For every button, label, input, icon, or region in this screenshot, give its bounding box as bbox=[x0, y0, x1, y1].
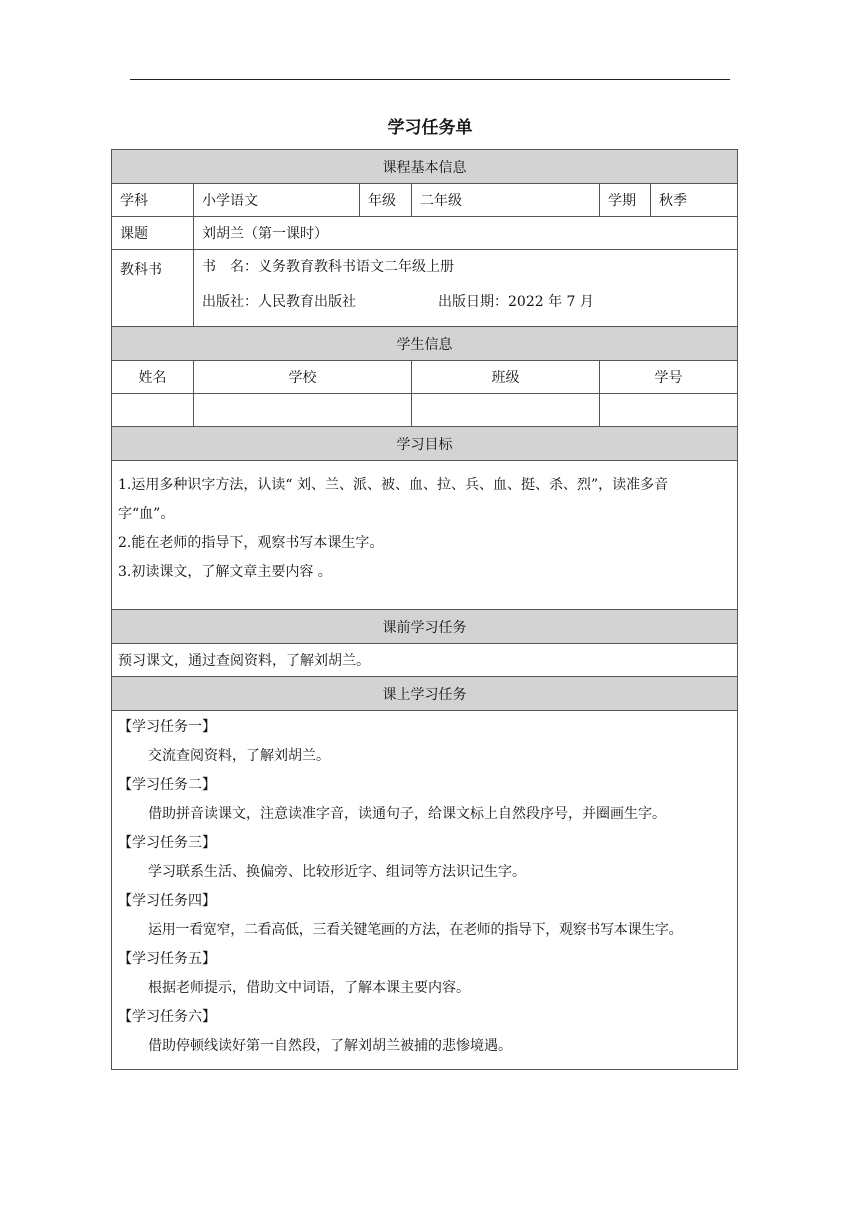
task-title: 【学习任务四】 bbox=[118, 893, 216, 909]
goal-item: 3.初读课文，了解文章主要内容 。 bbox=[118, 564, 332, 580]
task-title: 【学习任务二】 bbox=[118, 777, 216, 793]
in-class-tasks bbox=[112, 711, 738, 1070]
pre-class-task: 预习课文，通过查阅资料，了解刘胡兰。 bbox=[112, 644, 738, 677]
column-school: 学校 bbox=[194, 361, 412, 394]
publisher: 出版社：人民教育出版社 bbox=[202, 294, 356, 310]
task-body: 借助拼音读课文，注意读准字音，读通句子，给课文标上自然段序号，并圈画生字。 bbox=[148, 806, 666, 822]
task-table bbox=[111, 149, 738, 1070]
task-title: 【学习任务五】 bbox=[118, 951, 216, 967]
task-title: 【学习任务六】 bbox=[118, 1009, 216, 1025]
textbook-label: 教科书 bbox=[112, 250, 194, 327]
task-body: 借助停顿线读好第一自然段，了解刘胡兰被捕的悲惨境遇。 bbox=[148, 1038, 512, 1054]
task-body: 交流查阅资料，了解刘胡兰。 bbox=[148, 748, 330, 764]
section-pre-class-tasks: 课前学习任务 bbox=[112, 610, 738, 644]
textbook-info bbox=[194, 250, 738, 327]
publisher-line bbox=[202, 294, 729, 311]
task-body: 运用一看宽窄，二看高低，三看关键笔画的方法，在老师的指导下，观察书写本课生字。 bbox=[148, 922, 683, 938]
section-in-class-tasks: 课上学习任务 bbox=[112, 677, 738, 711]
learning-goals bbox=[112, 461, 738, 610]
topic-label: 课题 bbox=[112, 217, 194, 250]
task-title: 【学习任务三】 bbox=[118, 835, 216, 851]
task-body: 学习联系生活、换偏旁、比较形近字、组词等方法识记生字。 bbox=[148, 864, 526, 880]
goal-item: 字“血”。 bbox=[118, 506, 175, 522]
task-sheet bbox=[111, 149, 737, 1070]
task-body: 根据老师提示，借助文中词语，了解本课主要内容。 bbox=[148, 980, 470, 996]
school-field[interactable] bbox=[194, 394, 412, 427]
column-student-id: 学号 bbox=[600, 361, 738, 394]
task-title: 【学习任务一】 bbox=[118, 719, 216, 735]
name-field[interactable] bbox=[112, 394, 194, 427]
section-student-info: 学生信息 bbox=[112, 327, 738, 361]
subject-label: 学科 bbox=[112, 184, 194, 217]
term-label: 学期 bbox=[600, 184, 651, 217]
topic-value: 刘胡兰（第一课时） bbox=[194, 217, 738, 250]
column-name: 姓名 bbox=[112, 361, 194, 394]
student-id-field[interactable] bbox=[600, 394, 738, 427]
document-title: 学习任务单 bbox=[387, 118, 473, 138]
term-value: 秋季 bbox=[651, 184, 738, 217]
goal-item: 2.能在老师的指导下，观察书写本课生字。 bbox=[118, 535, 384, 551]
book-name: 书 名：义务教育教科书语文二年级上册 bbox=[202, 259, 454, 275]
section-learning-goals: 学习目标 bbox=[112, 427, 738, 461]
publish-date: 出版日期：2022 年 7 月 bbox=[438, 294, 594, 310]
header-rule bbox=[130, 79, 730, 80]
section-course-info: 课程基本信息 bbox=[112, 150, 738, 184]
grade-label: 年级 bbox=[360, 184, 412, 217]
class-field[interactable] bbox=[412, 394, 600, 427]
column-class: 班级 bbox=[412, 361, 600, 394]
subject-value: 小学语文 bbox=[194, 184, 360, 217]
goal-item: 1.运用多种识字方法，认读“ 刘、兰、派、被、血、拉、兵、血、挺、杀、烈”，读准多音 bbox=[118, 477, 669, 493]
grade-value: 二年级 bbox=[412, 184, 600, 217]
